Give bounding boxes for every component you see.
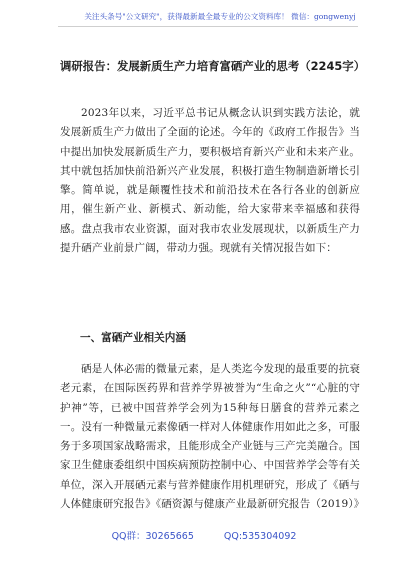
document-title: 调研报告：发展新质生产力培育富硒产业的思考（2245字） (60, 59, 366, 73)
header-divider (58, 26, 358, 27)
footer-contact (0, 530, 408, 544)
section-heading: 一、富硒产业相关内涵 (80, 332, 186, 344)
intro-paragraph: 2023年以来，习近平总书记从概念认识到实践方法论，就发展新质生产力做出了全面的论述。今年的《政府工作报告》当中提出加快发展新质生产力，要积极培育新兴产业和未来产业。其中就包括加快前沿新兴产业发展，积极打造生物制造新增长引擎。简单说，就是颠覆性技术和前沿技术在各行各业的创新应用，催生新产业、新模式、新动能，给大家带来幸福感和获得感。盘点我市农业资源，面对我市农业发展现状，以新质生产力提升硒产业前景广阔，带动力强。现就有关情况报告如下： (60, 107, 360, 255)
header-banner: 关注头条号"公文研究"，获得最新最全最专业的公文资料库！ 微信：gongwenyj (84, 12, 356, 21)
footer-qq: QQ:535304092 (223, 531, 297, 542)
footer-qq-group: QQ群：30265665 (111, 531, 194, 542)
body-paragraph: 硒是人体必需的微量元素，是人类迄今发现的最重要的抗衰老元素，在国际医药界和营养学界被誉为“生命之火”“心脏的守护神”等，已被中国营养学会列为15种每日膳食的营养元素之一。没有一种微量元素像硒一样对人体健康作用如此之多，可服务于多项国家战略需求，且能形成全产业链与三产完美融合。国家卫生健康委组织中国疾病预防控制中心、中国营养学会等有关单位，深入开展硒元素与营养健康作用机理研究，形成了《硒与人体健康研究报告》《硒资源与健康产业最新研究报告（2019）》 (60, 363, 365, 511)
